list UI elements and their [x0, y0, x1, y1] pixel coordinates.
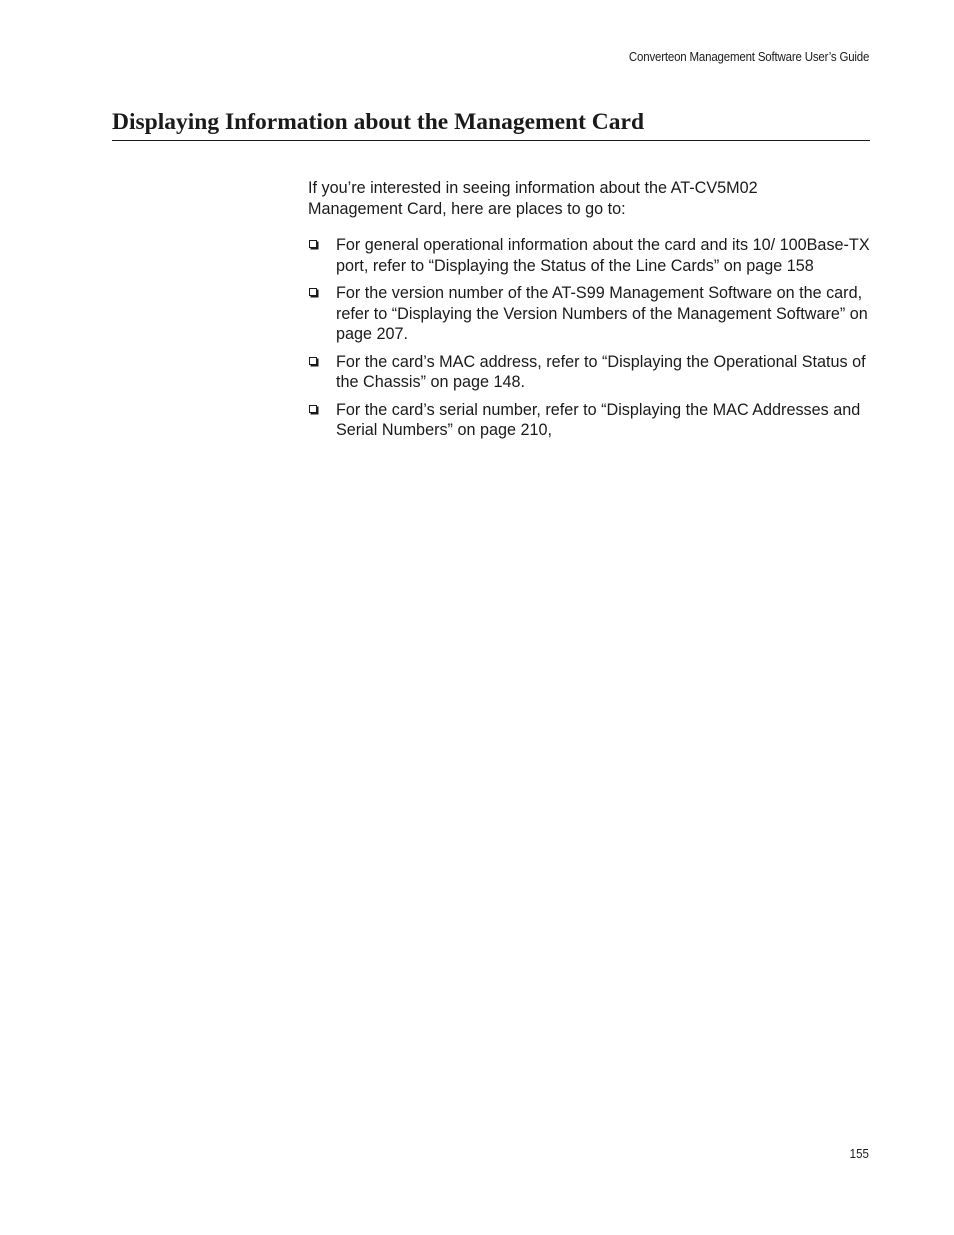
intro-paragraph: If you’re interested in seeing information about the AT-CV5M02 Management Card, here are places to go to: — [308, 179, 758, 218]
list-item — [308, 235, 873, 276]
running-header: Converteon Management Software User’s Guide — [628, 50, 869, 64]
page-title: Displaying Information about the Management Card — [112, 109, 645, 135]
list-item-text: For the card’s MAC address, refer to “Displaying the Operational Status of the Chassis” on page 148. — [336, 352, 866, 391]
checkbox-bullet-icon — [309, 357, 317, 365]
list-item-text: For the card’s serial number, refer to “Displaying the MAC Addresses and Serial Numbers” on page 210, — [336, 400, 861, 439]
checkbox-bullet-icon — [309, 240, 317, 248]
reference-list — [308, 235, 873, 441]
list-item-text: For the version number of the AT-S99 Management Software on the card, refer to “Displaying the Version Numbers of the Management Software” on page 207. — [336, 284, 868, 343]
title-divider — [112, 140, 870, 141]
list-item — [308, 352, 873, 393]
checkbox-bullet-icon — [309, 405, 317, 413]
section-body — [308, 178, 873, 448]
checkbox-bullet-icon — [309, 288, 317, 296]
list-item — [308, 400, 873, 441]
page-number: 155 — [849, 1147, 869, 1161]
list-item-text: For general operational information about the card and its 10/ 100Base-TX port, refer to “Displaying the Status of the Line Cards” on page 158 — [336, 236, 870, 275]
list-item — [308, 283, 873, 345]
